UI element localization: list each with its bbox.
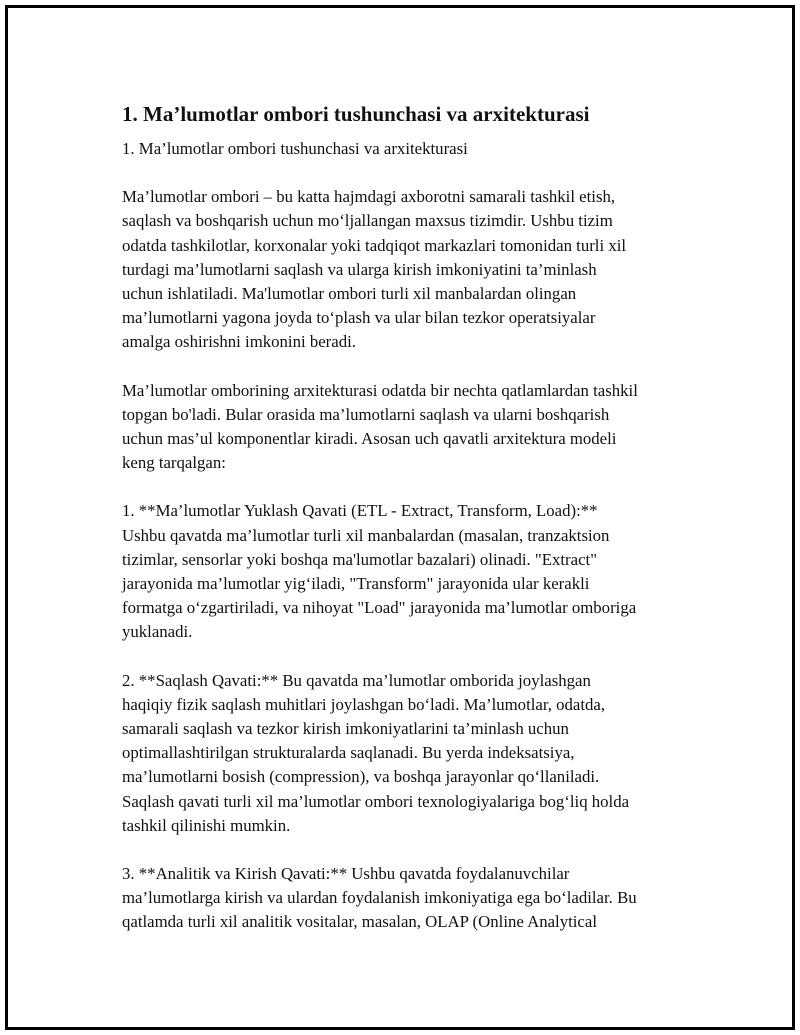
paragraph-definition: Ma’lumotlar ombori – bu katta hajmdagi axborotni samarali tashkil etish, saqlash va boshqarish uchun mo‘ljallangan maxsus tizimdir. Ushbu tizim odatda tashkilotlar, korxonalar yoki tadqiqot markazlari tomonidan turli xil turdagi ma’lumotlarni saqlash va ularga kirish imkoniyatini ta’minlash uchun ishlatiladi. Ma'lumotlar ombori turli xil manbalardan olingan ma’lumotlarni yagona joyda to‘plash va ular bilan tezkor operatsiyalar amalga oshirishni imkonini beradi. [122,187,627,352]
section-heading-paragraph: 1. Ma’lumotlar ombori tushunchasi va arxitekturasi [122,139,468,158]
document-title: 1. Ma’lumotlar ombori tushunchasi va arxitekturasi [122,102,590,126]
paragraph-etl-layer: 1. **Ma’lumotlar Yuklash Qavati (ETL - Extract, Transform, Load):** Ushbu qavatda ma’lumotlar turli xil manbalardan (masalan, tranzaktsion tizimlar, sensorlar yoki boshqa ma'lumotlar bazalari) olinadi. "Extract" jarayonida ma’lumotlar yig‘iladi, "Transform" jarayonida ular kerakli formatga o‘zgartiriladi, va nihoyat "Load" jarayonida ma’lumotlar omboriga yuklanadi. [122,501,637,642]
paragraph-analytic-layer: 3. **Analitik va Kirish Qavati:** Ushbu qavatda foydalanuvchilar ma’lumotlarga kirish va ulardan foydalanish imkoniyatiga ega bo‘ladilar. Bu qatlamda turli xil analitik vositalar, masalan, OLAP (Online Analytical [122,864,637,932]
paragraph-architecture: Ma’lumotlar omborining arxitekturasi odatda bir nechta qatlamlardan tashkil topgan bo'ladi. Bular orasida ma’lumotlarni saqlash va ularni boshqarish uchun mas’ul komponentlar kiradi. Asosan uch qavatli arxitektura modeli keng tarqalgan: [122,380,638,473]
document-body [122,101,722,959]
paragraph-storage-layer: 2. **Saqlash Qavati:** Bu qavatda ma’lumotlar omborida joylashgan haqiqiy fizik saqlash muhitlari joylashgan bo‘ladi. Ma’lumotlar, odatda, samarali saqlash va tezkor kirish imkoniyatlarini ta’minlash uchun optimallashtirilgan strukturalarda saqlanadi. Bu yerda indeksatsiya, ma’lumotlarni bosish (compression), va boshqa jarayonlar qo‘llaniladi. Saqlash qavati turli xil ma’lumotlar ombori texnologiyalariga bog‘liq holda tashkil qilinishi mumkin. [122,670,630,835]
page-frame [5,5,795,1030]
